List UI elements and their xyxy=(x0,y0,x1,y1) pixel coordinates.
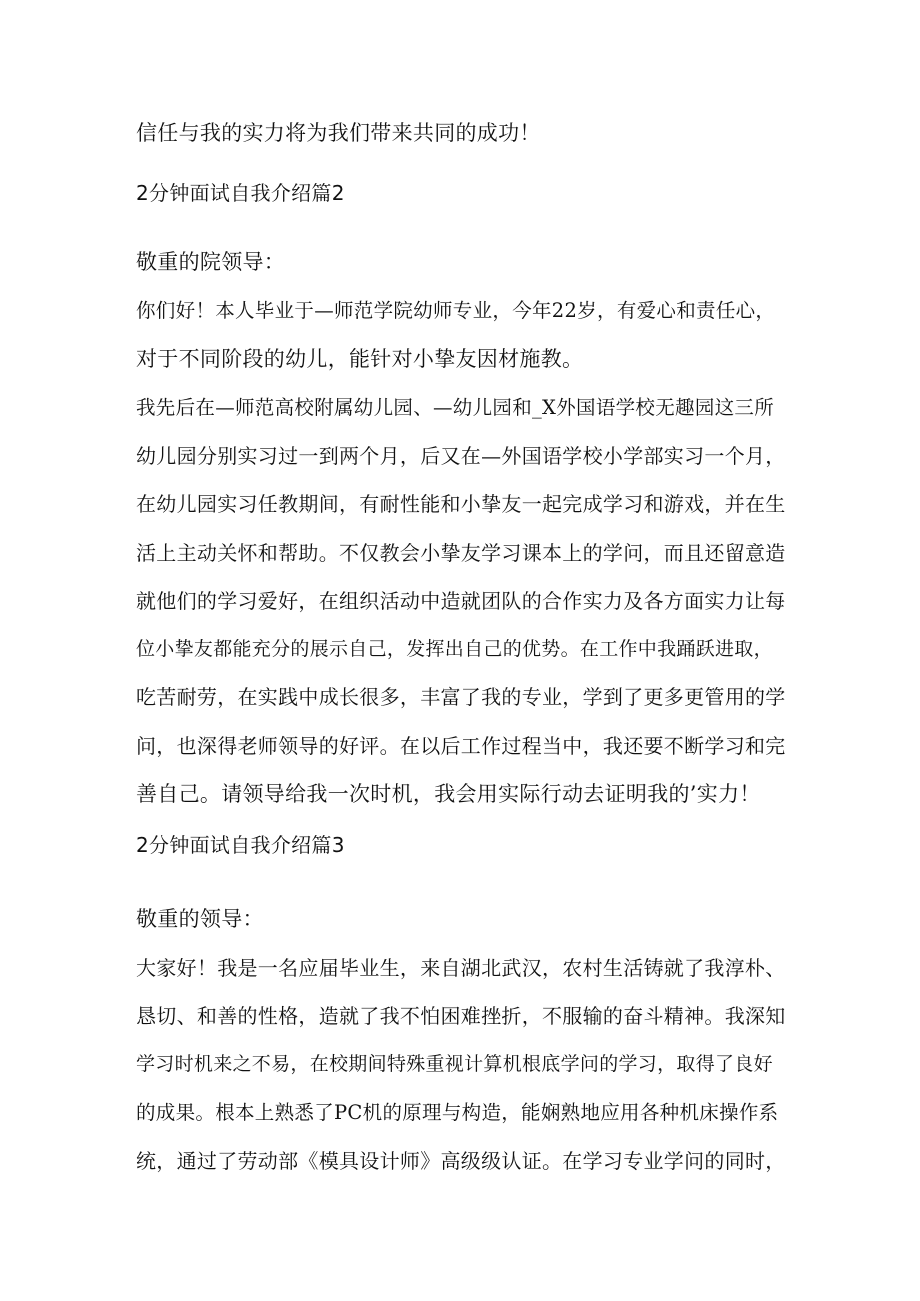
text-line: 活上主动关怀和帮助。不仅教会小挚友学习课本上的学问，而且还留意造 xyxy=(136,541,786,565)
text-line: 位小挚友都能充分的展示自己，发挥出自己的优势。在工作中我踊跃进取， xyxy=(136,638,773,660)
text-line: 吃苦耐劳，在实践中成长很多，丰富了我的专业，学到了更多更管用的学 xyxy=(136,685,786,709)
text-line: 恳切、和善的性格，造就了我不怕困难挫折，不服输的奋斗精神。我深知 xyxy=(136,1004,786,1028)
text-line: 幼儿园分别实习过一到两个月，后又在—外国语学校小学部实习一个月， xyxy=(136,444,786,468)
text-line: 大家好！我是一名应届毕业生，来自湖北武汉，农村生活铸就了我淳朴、 xyxy=(136,956,786,980)
section-heading: 2分钟面试自我介绍篇2 xyxy=(136,181,345,205)
text-line: 统，通过了劳动部《模具设计师》高级级认证。在学习专业学问的同时， xyxy=(136,1149,786,1173)
text-line: 信任与我的实力将为我们带来共同的成功！ xyxy=(136,121,541,145)
text-line: 对于不同阶段的幼儿，能针对小挚友因材施教。 xyxy=(136,347,584,371)
text-line: 在幼儿园实习任教期间，有耐性能和小挚友一起完成学习和游戏，并在生 xyxy=(136,492,786,516)
text-line: 的成果。根本上熟悉了PC机的原理与构造，能娴熟地应用各种机床操作系 xyxy=(136,1101,779,1124)
section-heading: 2分钟面试自我介绍篇3 xyxy=(136,833,345,857)
salutation: 敬重的院领导： xyxy=(136,250,286,274)
text-line: 善自己。请领导给我一次时机，我会用实际行动去证明我的’实力！ xyxy=(136,782,761,806)
salutation: 敬重的领导： xyxy=(136,907,264,931)
text-line: 问，也深得老师领导的好评。在以后工作过程当中，我还要不断学习和完 xyxy=(136,734,786,758)
text-line: 就他们的学习爱好，在组织活动中造就团队的合作实力及各方面实力让每 xyxy=(136,589,786,613)
text-line: 你们好！本人毕业于—师范学院幼师专业，今年22岁，有爱心和责任心， xyxy=(136,299,776,322)
text-line: 我先后在—师范高校附属幼儿园、—幼儿园和_X外国语学校无趣园这三所 xyxy=(136,396,775,419)
text-line: 学习时机来之不易，在校期间特殊重视计算机根底学问的学习，取得了良好 xyxy=(136,1053,773,1075)
